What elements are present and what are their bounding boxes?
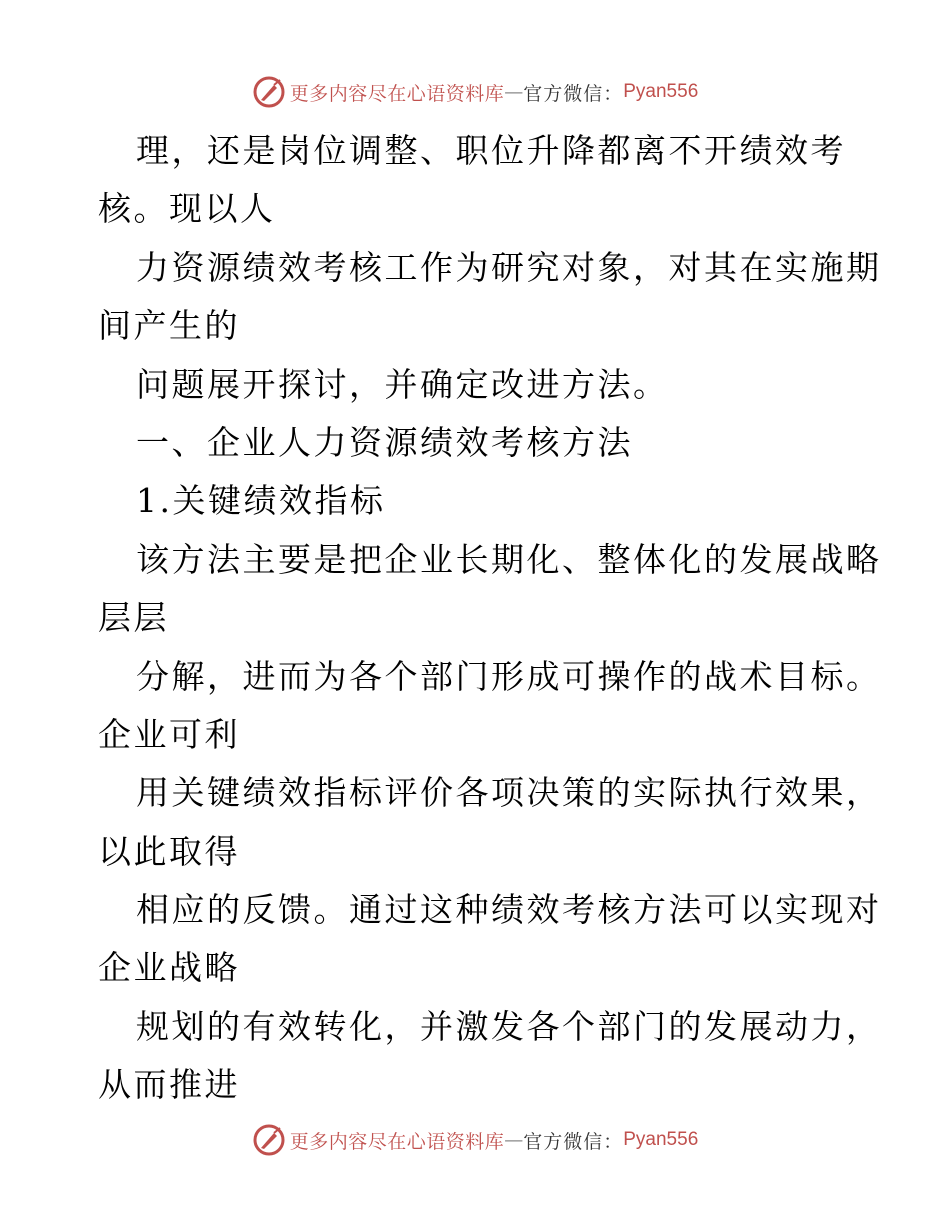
feather-pen-circle-icon — [252, 1123, 286, 1157]
text-line: 层层 — [98, 598, 169, 638]
feather-pen-circle-icon — [252, 75, 286, 109]
text-line: 从而推进 — [98, 1065, 240, 1105]
text-line: 用关键绩效指标评价各项决策的实际执行效果， — [136, 773, 882, 813]
text-line: 力资源绩效考核工作为研究对象，对其在实施期 — [136, 247, 882, 287]
text-line: 该方法主要是把企业长期化、整体化的发展战略 — [136, 539, 882, 579]
header-wechat-label: 官方微信： — [523, 82, 624, 105]
text-line: 企业可利 — [98, 714, 240, 754]
text-line: 规划的有效转化，并激发各个部门的发展动力， — [136, 1006, 882, 1046]
text-line: 一、企业人力资源绩效考核方法 — [136, 422, 633, 462]
text-line: 问题展开探讨，并确定改进方法。 — [136, 364, 669, 404]
footer-red-text: 更多内容尽在心语资料库 — [289, 1130, 505, 1153]
text-line: 以此取得 — [98, 831, 240, 871]
header-red-text: 更多内容尽在心语资料库 — [289, 82, 505, 105]
text-line: 理，还是岗位调整、职位升降都离不开绩效考 — [136, 131, 846, 170]
text-line: 分解，进而为各个部门形成可操作的战术目标。 — [136, 656, 882, 696]
text-line: 核。现以人 — [98, 189, 276, 229]
footer-separator: — — [504, 1129, 524, 1151]
header-wechat-id: Pyan556 — [623, 81, 699, 102]
text-line: 1.关键绩效指标 — [136, 481, 386, 521]
text-line: 相应的反馈。通过这种绩效考核方法可以实现对 — [136, 890, 882, 930]
document-body — [98, 122, 882, 1115]
footer-wechat-label: 官方微信： — [523, 1130, 624, 1153]
text-line: 间产生的 — [98, 306, 240, 346]
footer-banner — [0, 1120, 950, 1160]
text-line: 企业战略 — [98, 948, 240, 988]
header-separator: — — [504, 81, 524, 103]
footer-wechat-id: Pyan556 — [623, 1129, 699, 1150]
header-banner — [0, 72, 950, 112]
